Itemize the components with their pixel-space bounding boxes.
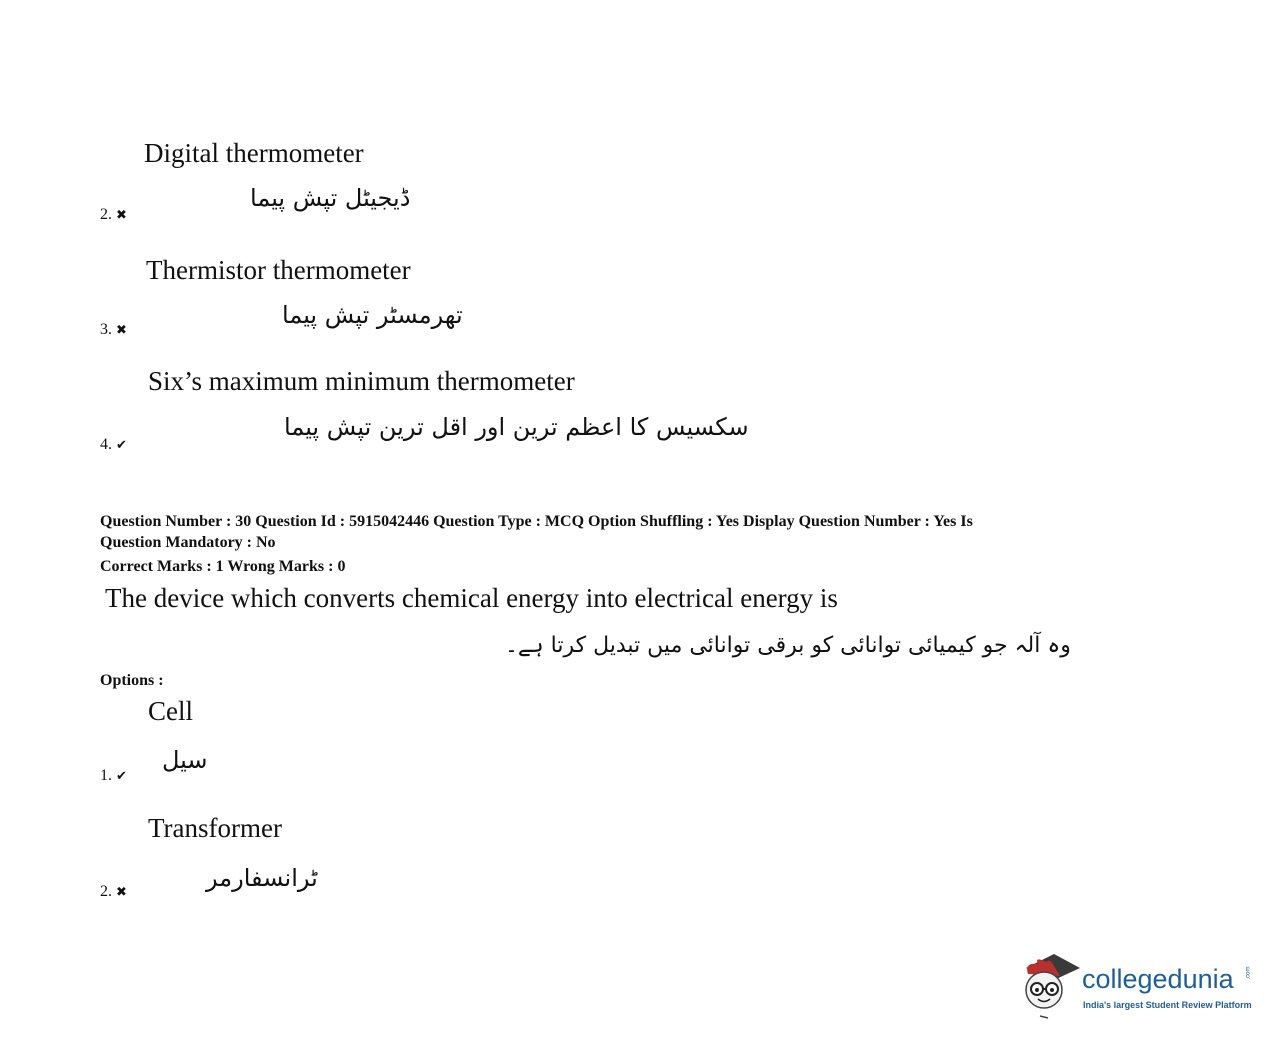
option-2-urdu: ٹرانسفارمر	[206, 864, 318, 892]
logo-name: collegedunia	[1082, 964, 1234, 994]
option-3-number-row	[100, 321, 127, 340]
question-marks: Correct Marks : 1 Wrong Marks : 0	[100, 558, 346, 575]
option-1-number-row	[100, 767, 127, 786]
logo-suffix: .com	[1245, 966, 1252, 980]
option-2-number-row	[100, 883, 127, 902]
check-mark-icon: ✔	[116, 769, 127, 784]
option-4-urdu: سکسیس کا اعظم ترین اور اقل ترین تپش پیما	[284, 413, 749, 441]
option-number: 4.	[100, 436, 112, 453]
logo-tagline: India's largest Student Review Platform	[1083, 1000, 1252, 1010]
option-number: 1.	[100, 767, 112, 784]
option-4-english: Six’s maximum minimum thermometer	[148, 366, 575, 396]
option-number: 3.	[100, 321, 112, 338]
option-2-number-row	[100, 206, 127, 225]
wrong-mark-icon: ✖	[116, 208, 127, 223]
collegedunia-logo	[1020, 948, 1260, 1028]
question-text-english: The device which converts chemical energy into electrical energy is	[105, 583, 838, 613]
option-2-urdu: ڈیجیٹل تپش پیما	[250, 184, 411, 212]
option-number: 2.	[100, 206, 112, 223]
wrong-mark-icon: ✖	[116, 885, 127, 900]
check-mark-icon: ✔	[116, 438, 127, 453]
question-meta-line-1: Question Number : 30 Question Id : 5915042446 Question Type : MCQ Option Shuffling : Yes Display Question Number : Yes Is	[100, 513, 973, 530]
option-2-english: Transformer	[148, 813, 282, 843]
option-1-english: Cell	[148, 696, 193, 726]
options-label: Options :	[100, 672, 164, 689]
option-3-english: Thermistor thermometer	[146, 255, 411, 285]
option-2-english: Digital thermometer	[144, 138, 364, 168]
option-4-number-row	[100, 436, 127, 455]
option-1-urdu: سیل	[162, 746, 208, 774]
question-meta-line-2: Question Mandatory : No	[100, 534, 276, 551]
option-3-urdu: تھرمسٹر تپش پیما	[282, 301, 463, 329]
option-number: 2.	[100, 883, 112, 900]
question-text-urdu: وہ آلہ جو کیمیائی توانائی کو برقی توانائی میں تبدیل کرتا ہے۔	[505, 633, 1071, 658]
wrong-mark-icon: ✖	[116, 323, 127, 338]
mascot-icon	[1020, 948, 1082, 1020]
